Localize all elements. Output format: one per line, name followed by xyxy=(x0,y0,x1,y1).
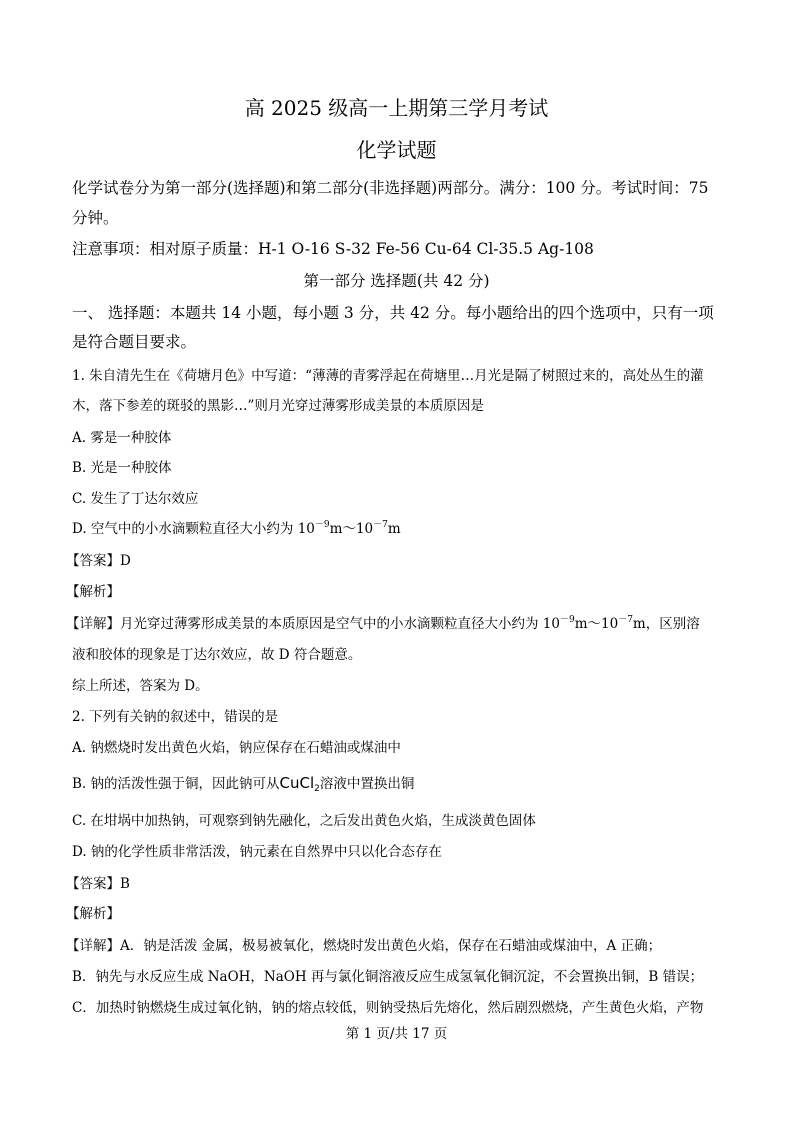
q1-option-d-prefix: D. 空气中的小水滴颗粒直径大小约为 10 xyxy=(72,521,315,537)
part1-heading: 第一部分 选择题(共 42 分) xyxy=(303,272,490,290)
intro-line-1: 化学试卷分为第一部分(选择题)和第二部分(非选择题)两部分。满分：100 分。考试时间：75 xyxy=(72,179,709,197)
q2-detail-line-3: C．加热时钠燃烧生成过氧化钠，钠的熔点较低，则钠受热后先熔化，然后剧烈燃烧，产生黄色火焰，产物 xyxy=(72,1000,704,1016)
q1-detail-suffix: m，区别溶 xyxy=(632,616,700,632)
q2-detail-line-2: B．钠先与水反应生成 NaOH，NaOH 再与氯化铜溶液反应生成氢氧化铜沉淀，不会置换出铜，B 错误； xyxy=(72,969,704,985)
q2-option-b-suffix: 溶液中置换出铜 xyxy=(319,776,415,792)
q1-option-a: A. 雾是一种胶体 xyxy=(72,430,172,446)
q2-option-b xyxy=(72,772,723,795)
q1-answer: 【答案】D xyxy=(66,553,131,569)
exponent: －9 xyxy=(314,520,330,530)
page-title: 高 2025 级高一上期第三学月考试 xyxy=(244,96,549,120)
unit-range-mid: m～10 xyxy=(574,616,619,632)
q2-analysis-label: 【解析】 xyxy=(66,906,120,922)
q1-detail-line-2: 液和胶体的现象是丁达尔效应，故 D 符合题意。 xyxy=(72,647,362,663)
q2-detail-line-1: 【详解】A．钠是活泼 金属，极易被氧化，燃烧时发出黄色火焰，保存在石蜡油或煤油中，A 正确； xyxy=(66,938,662,954)
q2-answer: 【答案】B xyxy=(66,876,130,892)
q1-summary: 综上所述，答案为 D。 xyxy=(72,678,209,694)
exponent: －7 xyxy=(618,615,633,625)
q2-option-d: D. 钠的化学性质非常活泼，钠元素在自然界中只以化合态存在 xyxy=(72,844,442,860)
q1-option-c: C. 发生了丁达尔效应 xyxy=(72,491,199,507)
intro-line-2: 分钟。 xyxy=(72,209,119,227)
formula-base: CuCl xyxy=(279,774,315,792)
exponent: －9 xyxy=(559,615,575,625)
q1-detail-line-1 xyxy=(66,613,723,635)
q2-option-b-prefix: B. 钠的活泼性强于铜，因此钠可从 xyxy=(72,776,280,792)
unit-end: m xyxy=(387,521,401,537)
q1-option-b: B. 光是一种胶体 xyxy=(72,460,172,476)
section1-line-1: 一、 选择题：本题共 14 小题，每小题 3 分，共 42 分。每小题给出的四个选项中，只有一项 xyxy=(72,304,714,322)
cucl2-formula xyxy=(280,774,320,792)
q1-detail-prefix: 【详解】月光穿过薄雾形成美景的本质原因是空气中的小水滴颗粒直径大小约为 10 xyxy=(66,616,560,632)
formula-subscript: 2 xyxy=(314,784,320,794)
exponent: －7 xyxy=(373,520,388,530)
q2-stem: 2. 下列有关钠的叙述中，错误的是 xyxy=(72,709,279,725)
unit-range-mid: m～10 xyxy=(329,521,374,537)
q1-stem-line-2: 木，落下参差的斑驳的黑影…”则月光穿过薄雾形成美景的本质原因是 xyxy=(72,398,484,414)
q1-analysis-label: 【解析】 xyxy=(66,584,120,600)
q2-option-a: A. 钠燃烧时发出黄色火焰，钠应保存在石蜡油或煤油中 xyxy=(72,740,401,756)
page-subtitle: 化学试题 xyxy=(356,138,437,162)
q2-option-c: C. 在坩埚中加热钠，可观察到钠先融化，之后发出黄色火焰，生成淡黄色固体 xyxy=(72,813,536,829)
notes-line: 注意事项：相对原子质量：H-1 O-16 S-32 Fe-56 Cu-64 Cl-35.5 Ag-108 xyxy=(72,240,594,258)
page-footer: 第 1 页/共 17 页 xyxy=(345,1026,448,1042)
section1-line-2: 是符合题目要求。 xyxy=(72,333,197,351)
q1-stem-line-1: 1. 朱自清先生在《荷塘月色》中写道：“薄薄的青雾浮起在荷塘里…月光是隔了树照过来的，高处丛生的灌 xyxy=(72,368,704,384)
q1-option-d xyxy=(72,518,723,540)
